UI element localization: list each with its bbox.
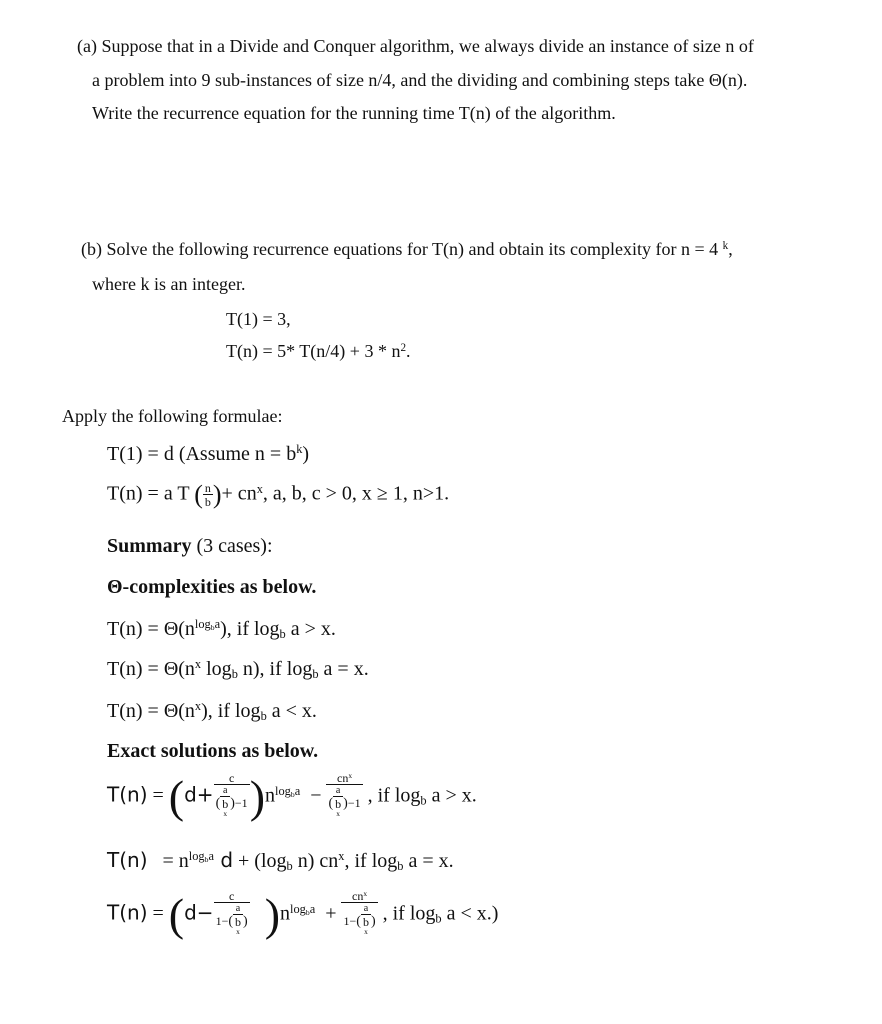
right-paren: ) bbox=[212, 480, 222, 509]
exact-solution-1: T(n) = (d+ c ( a b $^x$ )−1 )$n^{log_ba}$ − $cn^x$ ( a b $^x$ )−1 , if $\log_b a > x$. bbox=[107, 770, 477, 822]
theta-case-3: $T(n) = \Theta(n^x)$, if $\log_b a < x$. bbox=[107, 699, 317, 724]
n-over-b-fraction: $\frac{n}{b}$ bbox=[204, 481, 211, 509]
part-b-line-1: (b) Solve the following recurrence equations for T(n) and obtain its complexity for n = 4 $^k$, bbox=[81, 239, 733, 259]
cnx-over-fraction: $cn^x$ ( a b $^x$ )−1 bbox=[326, 772, 362, 822]
right-brace: ) bbox=[249, 771, 266, 822]
summary-heading: Summary (3 cases): bbox=[107, 535, 273, 557]
part-b-equation-2: T(n) = 5* $T(n/4) + 3 * n^2$. bbox=[226, 341, 411, 361]
left-paren: ( bbox=[194, 480, 203, 509]
part-a-line-1: (a) Suppose that in a Divide and Conquer algorithm, we always divide an instance of size n of bbox=[77, 36, 754, 56]
theta-heading: Θ-complexities as below. bbox=[107, 576, 317, 598]
part-a-line-2: a problem into 9 sub-instances of size n/4, and the dividing and combining steps take Θ(n). bbox=[92, 70, 748, 90]
formulae-intro: Apply the following formulae: bbox=[62, 406, 283, 426]
left-brace: ( bbox=[168, 771, 185, 822]
theta-case-1: $T(n) = \Theta(n^{log_ba})$, if $\log_b a > x$. bbox=[107, 617, 336, 642]
part-a-line-3: Write the recurrence equation for the running time T(n) of the algorithm. bbox=[92, 103, 616, 123]
left-brace: ( bbox=[168, 889, 185, 940]
exact-solution-2: T(n) = $n^{log_ba}$ $d + (\log_b$ n) $cn^x$, if $\log_b a = x$. bbox=[107, 848, 454, 874]
cnx-over-fraction: $cn^x$ 1−( a b $^x$ ) bbox=[341, 890, 377, 940]
c-over-fraction: c ( a b $^x$ )−1 bbox=[214, 772, 250, 822]
exact-heading: Exact solutions as below. bbox=[107, 740, 319, 762]
base-case-formula: T(1) = d (Assume $n = b^k$) bbox=[107, 442, 310, 465]
theta-case-2: $T(n) = \Theta(n^x$ $\log_b n$), if $\log_b a = x$. bbox=[107, 657, 369, 682]
recurrence-formula: T(n) = a T ( $\frac{n}{b}$ )+ $cn^x$, a, b, c > 0, x ≥ 1, n>1. bbox=[107, 480, 450, 509]
right-brace: ) bbox=[264, 889, 281, 940]
exact-solution-3: T(n) = (d− c 1−( a b $^x$ ) )$n^{log_ba}$ + $cn^x$ 1−( a b $^x$ ) , if $\log_b a < x$.) bbox=[107, 888, 499, 940]
c-over-fraction: c 1−( a b $^x$ ) bbox=[214, 890, 250, 940]
part-b-line-2: where k is an integer. bbox=[92, 274, 246, 294]
part-b-equation-1: T(1) = 3, bbox=[226, 309, 291, 329]
